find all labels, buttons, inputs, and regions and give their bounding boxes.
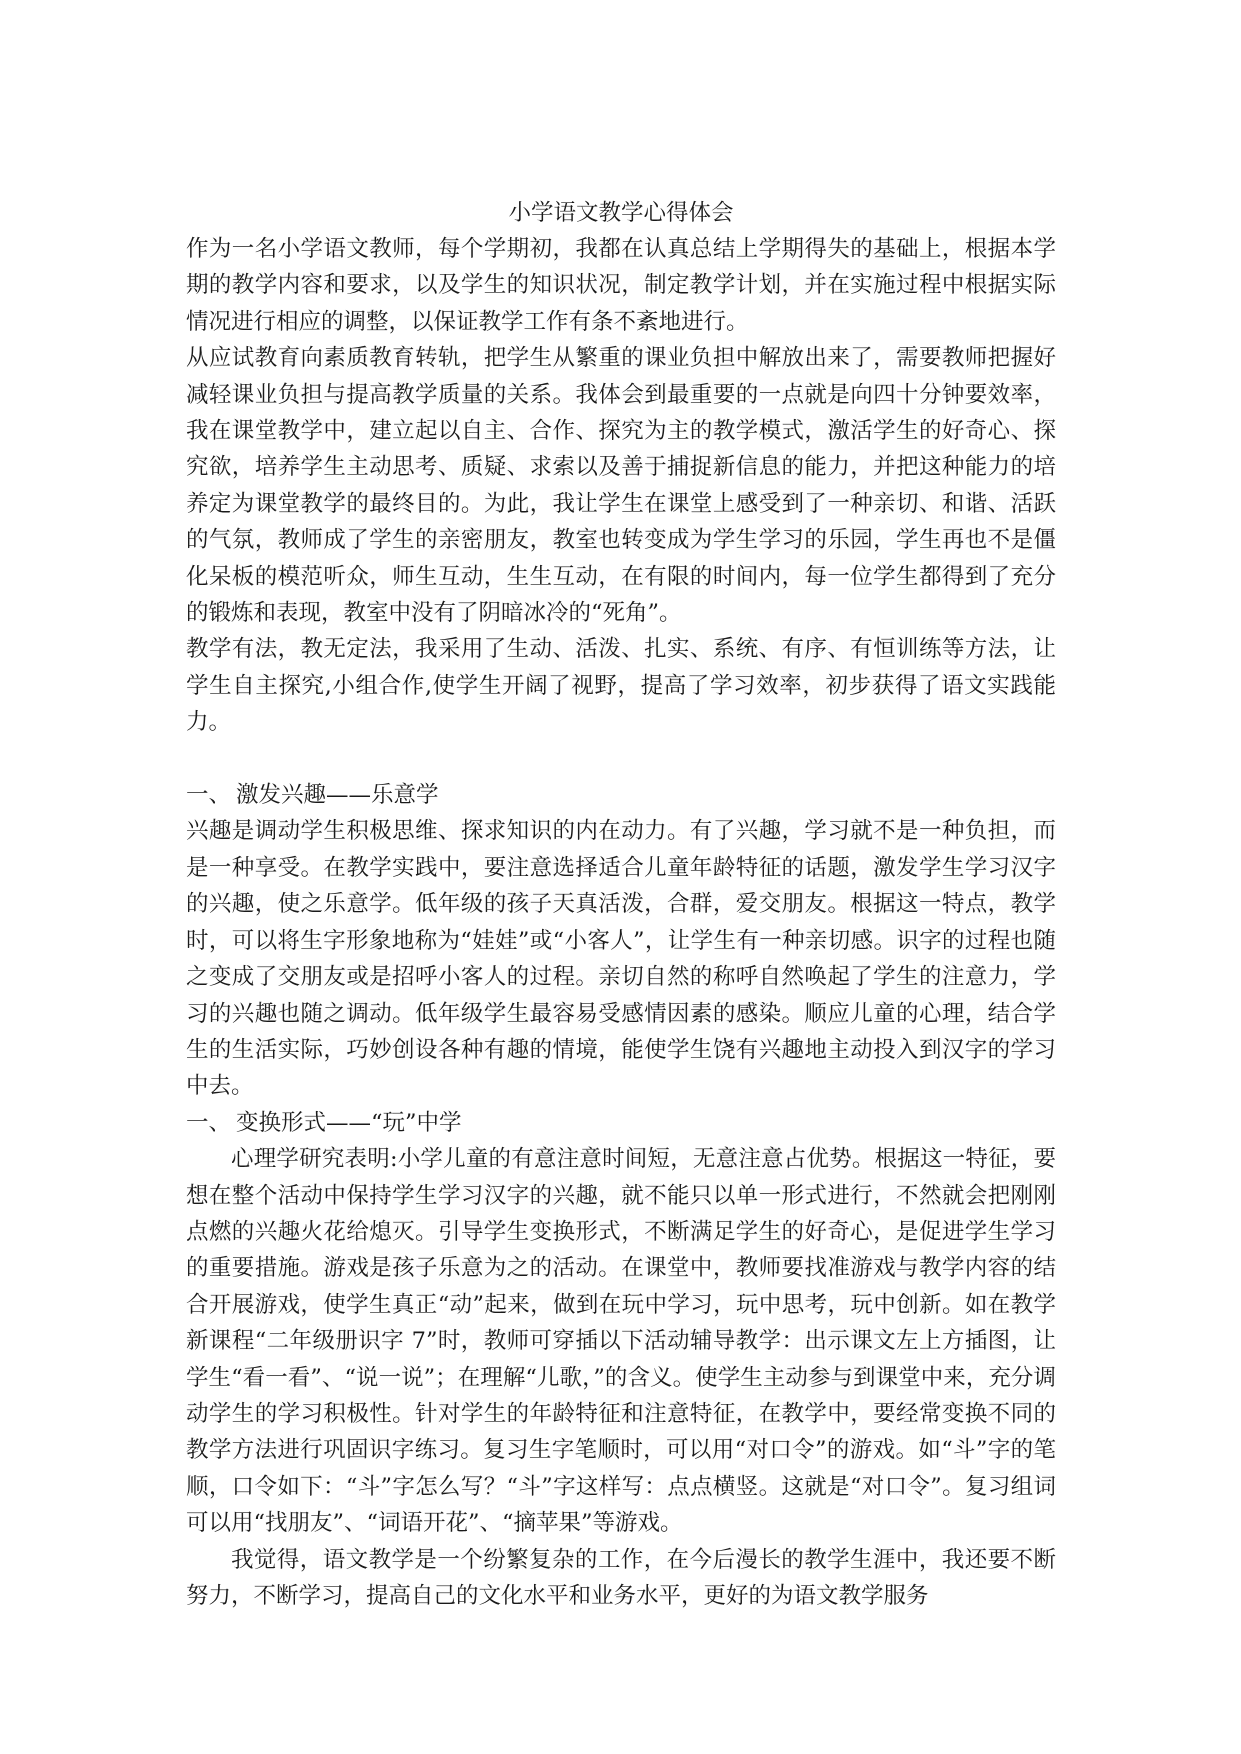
paragraph-psychology: 心理学研究表明:小学儿童的有意注意时间短，无意注意占优势。根据这一特征，要想在整个活动中保持学生学习汉字的兴趣，就不能只以单一形式进行，不然就会把刚刚点燃的兴趣火花给熄灭。引导学生变换形式，不断满足学生的好奇心，是促进学生学习的重要措施。游戏是孩子乐意为之的活动。在课堂中，教师要找准游戏与教学内容的结合开展游戏，使学生真正“动”起来，做到在玩中学习，玩中思考，玩中创新。如在教学新课程“二年级册识字 7”时，教师可穿插以下活动辅导教学：出示课文左上方插图，让学生“看一看”、“说一说”；在理解“儿歌，”的含义。使学生主动参与到课堂中来，充分调动学生的学习积极性。针对学生的年龄特征和注意特征，在教学中，要经常变换不同的教学方法进行巩固识字练习。复习生字笔顺时，可以用“对口令”的游戏。如“斗”字的笔顺，口令如下：“斗”字怎么写？“斗”字这样写：点点横竖。这就是“对口令”。复习组词可以用“找朋友”、“词语开花”、“摘苹果”等游戏。 (186, 1146, 1056, 1537)
section-number: 一、 (186, 782, 232, 809)
section-heading-interest (186, 777, 1056, 813)
paragraph-interest: 兴趣是调动学生积极思维、探求知识的内在动力。有了兴趣，学习就不是一种负担，而是一种享受。在教学实践中，要注意选择适合儿童年龄特征的话题，激发学生学习汉字的兴趣，使之乐意学。低年级的孩子天真活泼，合群，爱交朋友。根据这一特点，教学时，可以将生字形象地称为“娃娃”或“小客人”，让学生有一种亲切感。识字的过程也随之变成了交朋友或是招呼小客人的过程。亲切自然的称呼自然唤起了学生的注意力，学习的兴趣也随之调动。低年级学生最容易受感情因素的感染。顺应儿童的心理，结合学生的生活实际，巧妙创设各种有趣的情境，能使学生饶有兴趣地主动投入到汉字的学习中去。 (186, 818, 1056, 1100)
section-heading-play (186, 1105, 1056, 1141)
paragraph-teaching-methods: 教学有法，教无定法，我采用了生动、活泼、扎实、系统、有序、有恒训练等方法，让学生自主探究,小组合作,使学生开阔了视野，提高了学习效率，初步获得了语文实践能力。 (186, 636, 1056, 736)
section-heading-text: 激发兴趣——乐意学 (236, 782, 439, 809)
paragraph-quality-education: 从应试教育向素质教育转轨，把学生从繁重的课业负担中解放出来了，需要教师把握好减轻课业负担与提高教学质量的关系。我体会到最重要的一点就是向四十分钟要效率，我在课堂教学中，建立起以自主、合作、探究为主的教学模式，激活学生的好奇心、探究欲，培养学生主动思考、质疑、求索以及善于捕捉新信息的能力，并把这种能力的培养定为课堂教学的最终目的。为此，我让学生在课堂上感受到了一种亲切、和谐、活跃的气氛，教师成了学生的亲密朋友，教室也转变成为学生学习的乐园，学生再也不是僵化呆板的模范听众，师生互动，生生互动，在有限的时间内，每一位学生都得到了充分的锻炼和表现，教室中没有了阴暗冰冷的“死角”。 (186, 345, 1056, 627)
paragraph-conclusion: 我觉得，语文教学是一个纷繁复杂的工作，在今后漫长的教学生涯中，我还要不断努力，不断学习，提高自己的文化水平和业务水平，更好的为语文教学服务 (186, 1546, 1056, 1610)
section-number: 一、 (186, 1109, 232, 1136)
section-heading-text: 变换形式——“玩”中学 (236, 1109, 462, 1136)
document-title: 小学语文教学心得体会 (508, 200, 734, 226)
paragraph-intro: 作为一名小学语文教师，每个学期初，我都在认真总结上学期得失的基础上，根据本学期的教学内容和要求，以及学生的知识状况，制定教学计划，并在实施过程中根据实际情况进行相应的调整，以保证教学工作有条不紊地进行。 (186, 236, 1056, 335)
blank-line (186, 741, 1056, 777)
document-page (186, 195, 1056, 1614)
